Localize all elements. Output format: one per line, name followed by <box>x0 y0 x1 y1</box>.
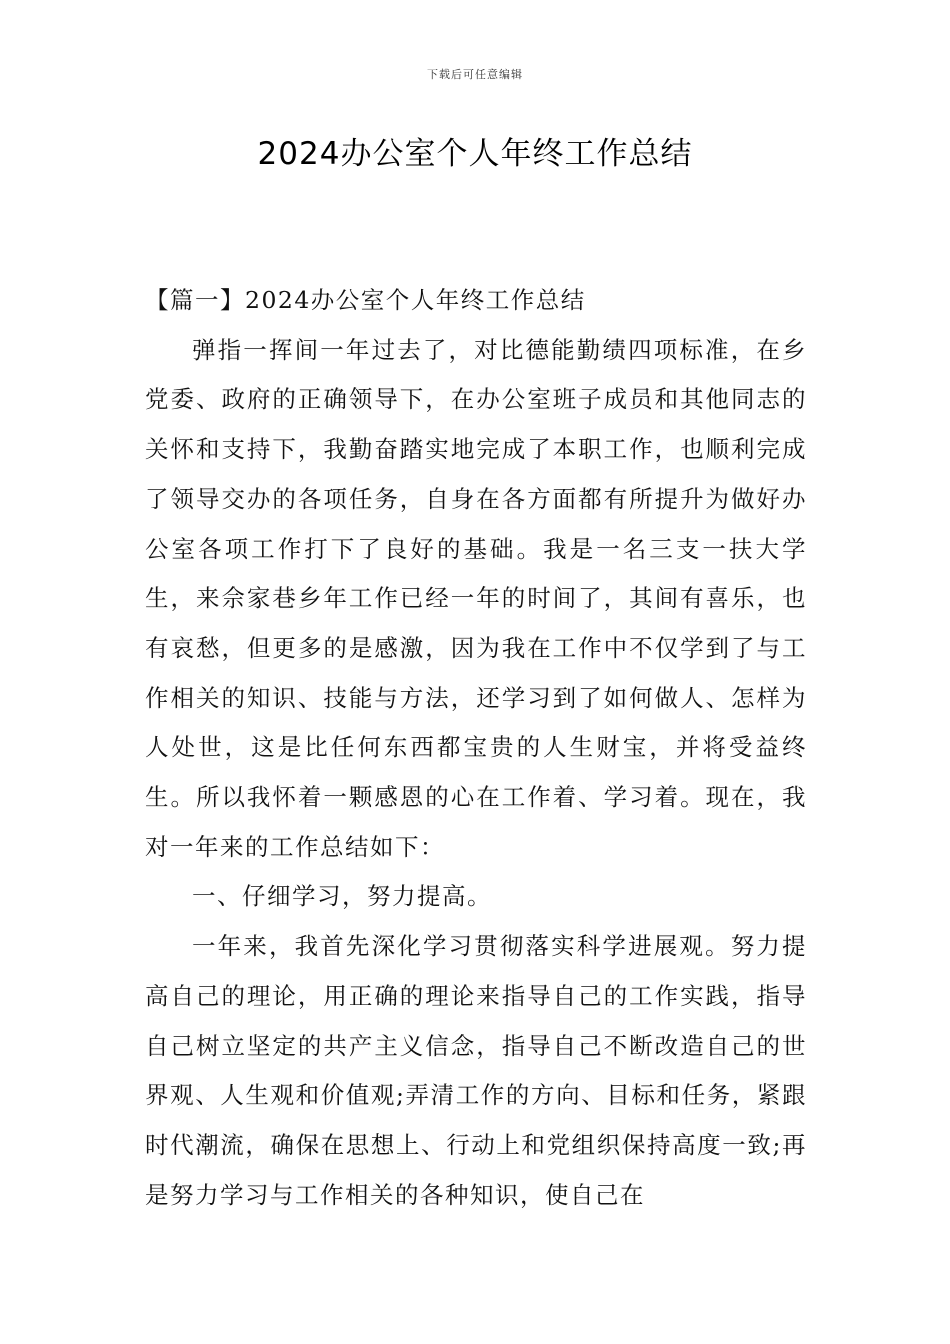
paragraph-intro: 弹指一挥间一年过去了，对比德能勤绩四项标准，在乡党委、政府的正确领导下，在办公室班子成员和其他同志的关怀和支持下，我勤奋踏实地完成了本职工作，也顺利完成了领导交办的各项任务，自身在各方面都有所提升为做好办公室各项工作打下了良好的基础。我是一名三支一扶大学生，来佘家巷乡年工作已经一年的时间了，其间有喜乐，也有哀愁，但更多的是感激，因为我在工作中不仅学到了与工作相关的知识、技能与方法，还学习到了如何做人、怎样为人处世，这是比任何东西都宝贵的人生财宝，并将受益终生。所以我怀着一颗感恩的心在工作着、学习着。现在，我对一年来的工作总结如下： <box>145 335 807 861</box>
document-title: 2024办公室个人年终工作总结 <box>257 136 693 172</box>
header-note: 下载后可任意编辑 <box>427 68 523 81</box>
paragraph-subheading-study: 一、仔细学习，努力提高。 <box>192 882 492 911</box>
document-body <box>145 276 807 1220</box>
paragraph-study: 一年来，我首先深化学习贯彻落实科学进展观。努力提高自己的理论，用正确的理论来指导自己的工作实践，指导自己树立坚定的共产主义信念，指导自己不断改造自己的世界观、人生观和价值观;弄清工作的方向、目标和任务，紧跟时代潮流，确保在思想上、行动上和党组织保持高度一致;再是努力学习与工作相关的各种知识，使自己在 <box>145 932 807 1209</box>
section-heading: 【篇一】2024办公室个人年终工作总结 <box>145 286 586 314</box>
